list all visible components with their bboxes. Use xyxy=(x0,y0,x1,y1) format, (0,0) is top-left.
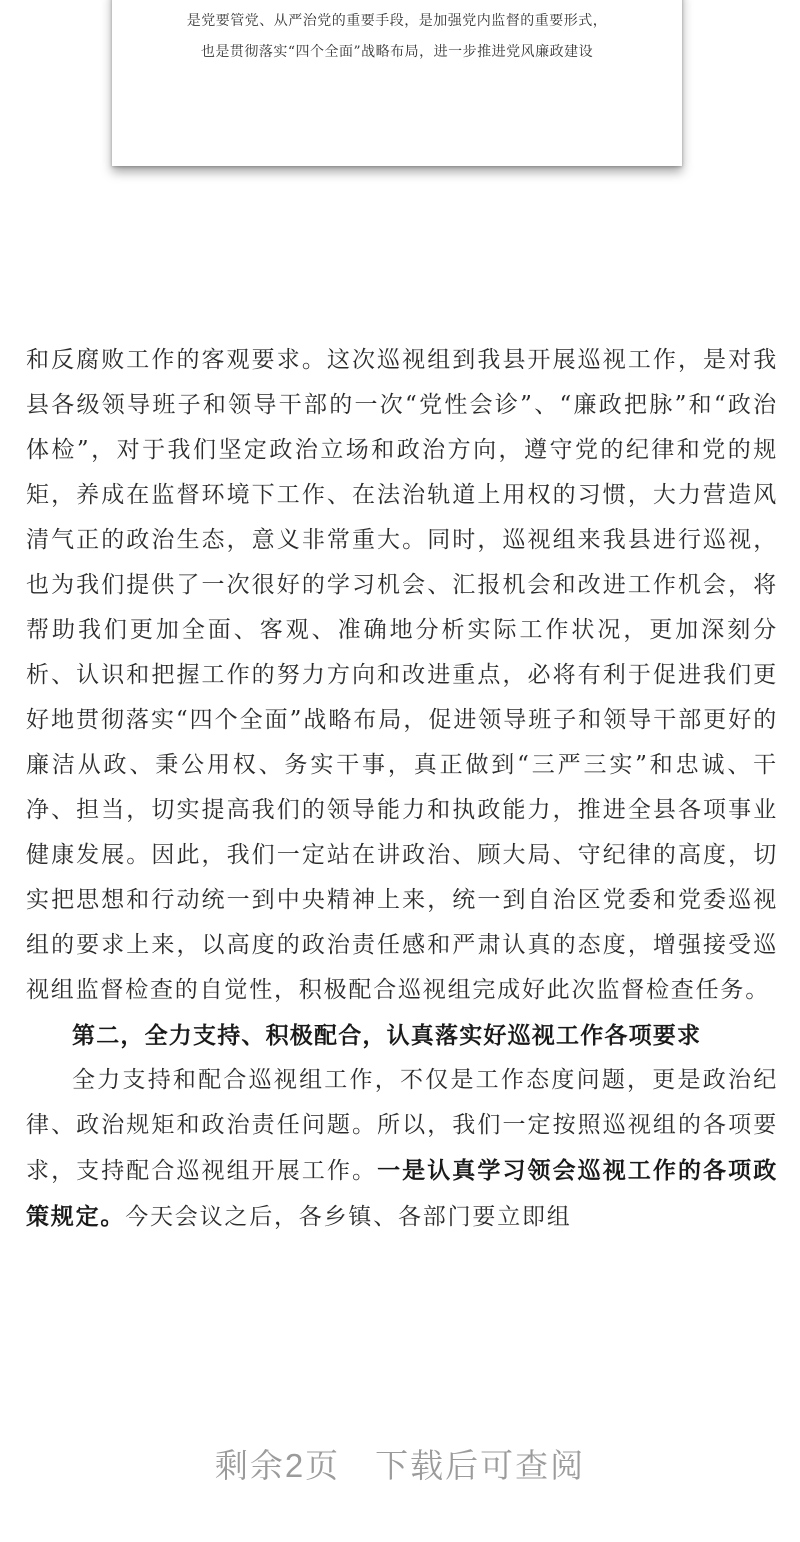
paragraph-1: 和反腐败工作的客观要求。这次巡视组到我县开展巡视工作，是对我县各级领导班子和领导干部的一次“党性会诊”、“廉政把脉”和“政治体检”，对于我们坚定政治立场和政治方向，遵守党的纪律和党的规矩，养成在监督环境下工作、在法治轨道上用权的习惯，大力营造风清气正的政治生态，意义非常重大。同时，巡视组来我县进行巡视，也为我们提供了一次很好的学习机会、汇报机会和改进工作机会，将帮助我们更加全面、客观、准确地分析实际工作状况，更加深刻分析、认识和把握工作的努力方向和改进重点，必将有利于促进我们更好地贯彻落实“四个全面”战略布局，促进领导班子和领导干部更好的廉洁从政、秉公用权、务实干事，真正做到“三严三实”和忠诚、干净、担当，切实提高我们的领导能力和执政能力，推进全县各项事业健康发展。因此，我们一定站在讲政治、顾大局、守纪律的高度，切实把思想和行动统一到中央精神上来，统一到自治区党委和党委巡视组的要求上来，以高度的政治责任感和严肃认真的态度，增强接受巡视组监督检查的自觉性，积极配合巡视组完成好此次监督检查任务。 xyxy=(26,347,778,1003)
preview-card xyxy=(112,0,682,166)
paragraph-2 xyxy=(26,1058,778,1240)
preview-line-1: 是党要管党、从严治党的重要手段，是加强党内监督的重要形式， xyxy=(186,13,608,29)
remaining-pages-hint[interactable]: 剩余2页 下载后可查阅 xyxy=(214,1447,586,1484)
paragraph-2-text-1: 全力支持和配合巡视组工作，不仅是工作态度问题，更是政治纪律、政治规矩和政治责任问题。所以，我们一定按照巡视组的各项要求，支持配合巡视组开展工作。 xyxy=(26,1067,778,1184)
paragraph-2-bold-point: 一是认真学习领会巡视工作的各项政策规定。 xyxy=(26,1157,778,1230)
preview-line-2: 也是贯彻落实“四个全面”战略布局，进一步推进党风廉政建设 xyxy=(200,44,594,60)
paragraph-2-text-2: 今天会议之后，各乡镇、各部门要立即组 xyxy=(125,1204,572,1230)
section-heading-2: 第二，全力支持、积极配合，认真落实好巡视工作各项要求 xyxy=(72,1022,702,1049)
article-body xyxy=(26,338,778,1240)
